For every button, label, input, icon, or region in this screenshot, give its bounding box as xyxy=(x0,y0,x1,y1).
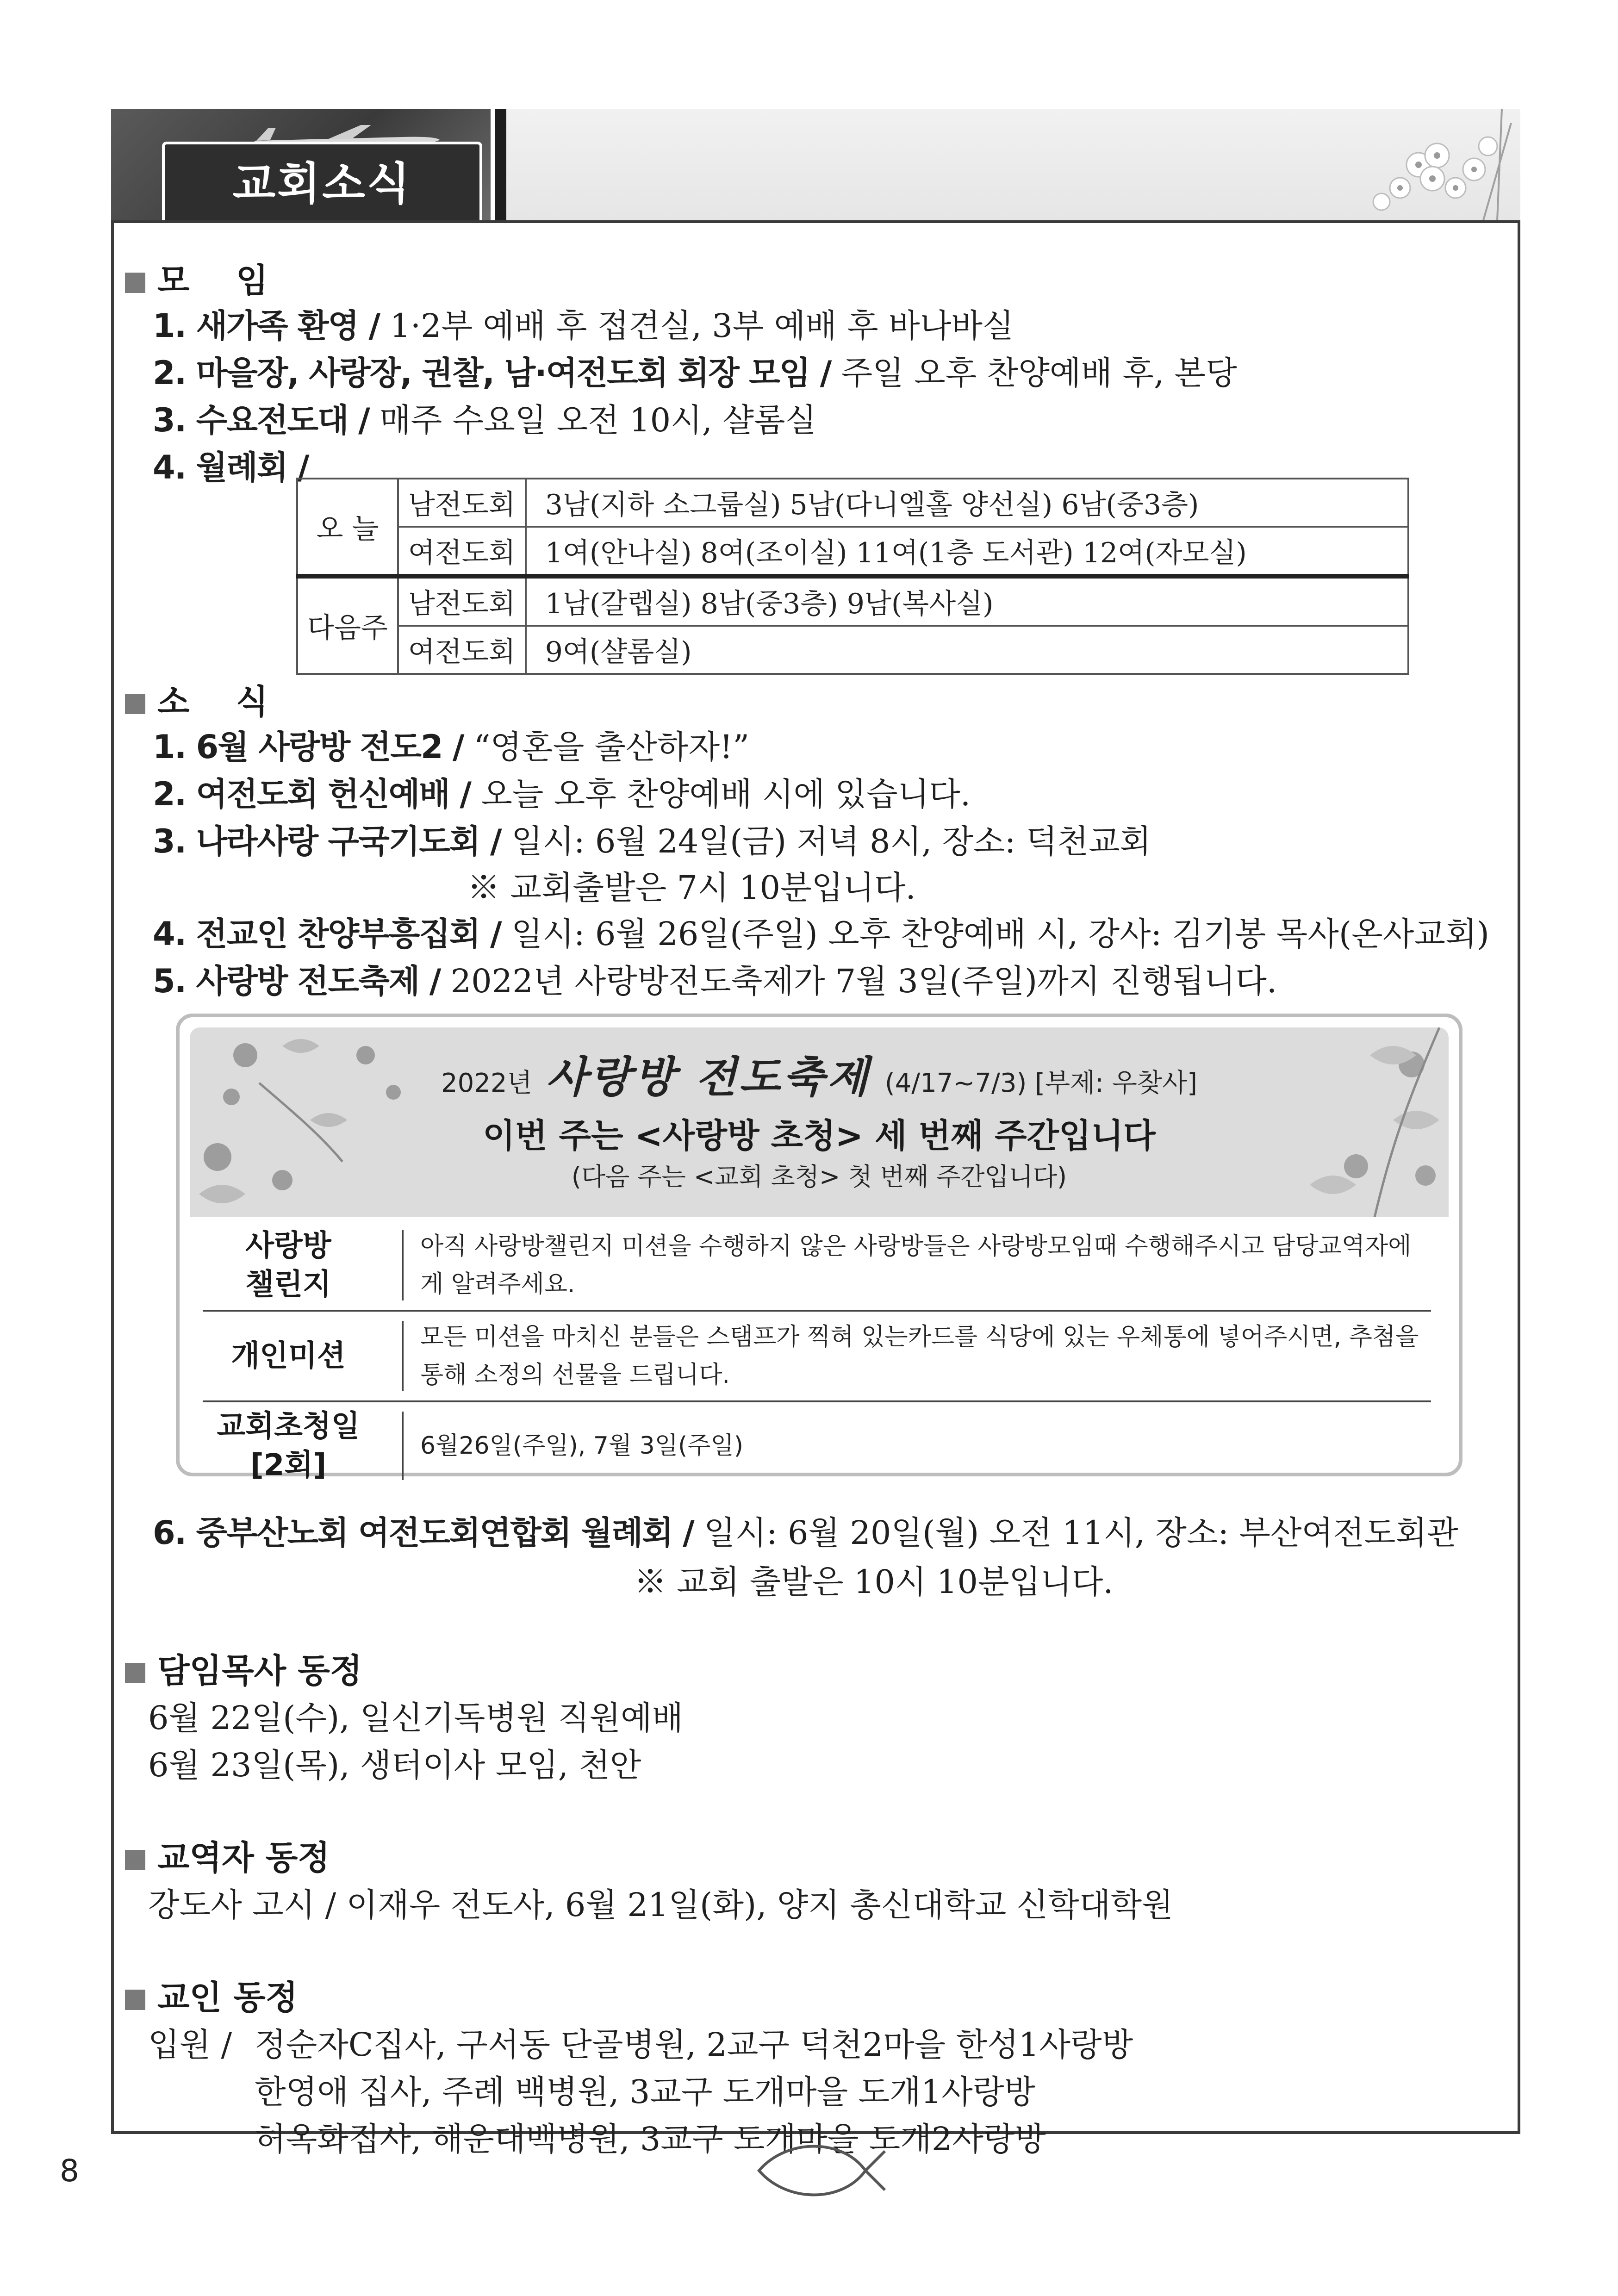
banner-title-tab xyxy=(162,142,482,220)
table-group-today: 오 늘 xyxy=(297,479,398,576)
festival-next-week: (다음 주는 <교회 초청> 첫 번째 주간입니다) xyxy=(571,1162,1067,1191)
banner-photo xyxy=(111,109,491,220)
festival-rows xyxy=(203,1221,1431,1489)
news-item-6-note: ※ 교회 출발은 10시 10분입니다. xyxy=(634,1563,1114,1601)
monthly-meeting-table xyxy=(296,478,1409,675)
square-bullet-icon xyxy=(125,694,145,714)
festival-row-challenge xyxy=(203,1221,1431,1312)
section-heading-members: 교인 동정 xyxy=(125,1971,298,2019)
festival-row-label: 사랑방 챌린지 xyxy=(245,1229,331,1302)
table-cell-type: 여전도회 xyxy=(398,626,526,674)
meeting-item-3: 3. 수요전도대 / 매주 수요일 오전 10시, 샬롬실 xyxy=(153,401,817,439)
festival-box xyxy=(176,1014,1462,1482)
vertical-divider xyxy=(402,1321,404,1391)
vertical-divider xyxy=(402,1412,404,1480)
header-banner xyxy=(111,109,1520,220)
section-heading-meetings: 모 임 xyxy=(125,254,268,302)
festival-row-text: 6월26일(주일), 7월 3일(주일) xyxy=(420,1432,744,1460)
festival-title: 사랑방 전도축제 xyxy=(546,1052,871,1102)
meeting-item-2: 2. 마을장, 사랑장, 권찰, 남·여전도회 회장 모임 / 주일 오후 찬양예배 후, 본당 xyxy=(153,354,1237,392)
news-item-1: 1. 6월 사랑방 전도2 / “영혼을 출산하자!” xyxy=(153,728,750,766)
square-bullet-icon xyxy=(125,1990,145,2010)
table-cell-rooms: 1여(안나실) 8여(조이실) 11여(1층 도서관) 12여(자모실) xyxy=(526,527,1408,576)
news-item-5: 5. 사랑방 전도축제 / 2022년 사랑방전도축제가 7월 3일(주일)까지 진행됩니다. xyxy=(153,962,1277,1000)
banner-divider xyxy=(495,109,506,220)
flower-decoration-icon xyxy=(1280,109,1520,220)
festival-row-label: 개인미션 xyxy=(231,1339,346,1373)
pastor-line: 6월 23일(목), 생터이사 모임, 천안 xyxy=(148,1746,641,1784)
table-cell-type: 남전도회 xyxy=(398,576,526,626)
members-line: 정순자C집사, 구서동 단골병원, 2교구 덕천2마을 한성1사랑방 xyxy=(255,2026,1133,2064)
staff-line: 강도사 고시 / 이재우 전도사, 6월 21일(화), 양지 총신대학교 신학대학원 xyxy=(148,1886,1173,1924)
festival-row-invitation xyxy=(203,1402,1431,1489)
festival-this-week: 이번 주는 <사랑방 초청> 세 번째 주간입니다 xyxy=(483,1116,1156,1155)
section-heading-news: 소 식 xyxy=(125,675,268,723)
page-title: 교회소식 xyxy=(232,158,412,210)
banner-background xyxy=(506,109,1520,220)
section-heading-staff: 교역자 동정 xyxy=(125,1831,330,1879)
festival-period: (4/17~7/3) [부제: 우찾사] xyxy=(884,1068,1197,1098)
news-item-2: 2. 여전도회 헌신예배 / 오늘 오후 찬양예배 시에 있습니다. xyxy=(153,775,971,813)
square-bullet-icon xyxy=(125,273,145,293)
table-group-next-week: 다음주 xyxy=(297,576,398,674)
meeting-item-4: 4. 월례회 / xyxy=(153,448,309,486)
festival-row-text: 모든 미션을 마치신 분들은 스탬프가 찍혀 있는카드를 식당에 있는 우체통에 넣어주시면, 추첨을 통해 소정의 선물을 드립니다. xyxy=(420,1323,1419,1389)
table-row xyxy=(297,527,1408,576)
page-number: 8 xyxy=(60,2153,79,2189)
fish-icon xyxy=(750,2143,889,2198)
meeting-item-1: 1. 새가족 환영 / 1·2부 예배 후 접견실, 3부 예배 후 바나바실 xyxy=(153,307,1014,345)
table-cell-rooms: 9여(샬롬실) xyxy=(526,626,1408,674)
square-bullet-icon xyxy=(125,1850,145,1870)
section-heading-pastor: 담임목사 동정 xyxy=(125,1644,362,1692)
news-item-4: 4. 전교인 찬양부흥집회 / 일시: 6월 26일(주일) 오후 찬양예배 시, 강사: 김기봉 목사(온사교회) xyxy=(153,915,1489,953)
table-cell-rooms: 3남(지하 소그룹실) 5남(다니엘홀 양선실) 6남(중3층) xyxy=(526,479,1408,527)
news-item-6: 6. 중부산노회 여전도회연합회 월례회 / 일시: 6월 20일(월) 오전 11시, 장소: 부산여전도회관 xyxy=(153,1514,1458,1552)
news-item-3-note: ※ 교회출발은 7시 10분입니다. xyxy=(467,869,916,907)
table-row xyxy=(297,479,1408,527)
table-row xyxy=(297,576,1408,626)
members-line: 허옥화집사, 해운대백병원, 3교구 도개마을 도개2사랑방 xyxy=(255,2120,1046,2158)
table-cell-type: 여전도회 xyxy=(398,527,526,576)
members-line: 한영애 집사, 주례 백병원, 3교구 도개마을 도개1사랑방 xyxy=(255,2073,1036,2111)
festival-title-line xyxy=(190,1043,1449,1104)
festival-year: 2022년 xyxy=(441,1068,532,1098)
pastor-line: 6월 22일(수), 일신기독병원 직원예배 xyxy=(148,1699,684,1737)
festival-header xyxy=(190,1027,1449,1217)
table-row xyxy=(297,626,1408,674)
festival-row-text: 아직 사랑방챌린지 미션을 수행하지 않은 사랑방들은 사랑방모임때 수행해주시고 담당교역자에게 알려주세요. xyxy=(420,1232,1412,1298)
table-cell-type: 남전도회 xyxy=(398,479,526,527)
square-bullet-icon xyxy=(125,1663,145,1683)
news-item-3: 3. 나라사랑 구국기도회 / 일시: 6월 24일(금) 저녁 8시, 장소: 덕천교회 xyxy=(153,822,1151,860)
vertical-divider xyxy=(402,1230,404,1300)
members-prefix: 입원 / xyxy=(148,2026,232,2064)
festival-row-mission xyxy=(203,1312,1431,1402)
table-cell-rooms: 1남(갈렙실) 8남(중3층) 9남(복사실) xyxy=(526,576,1408,626)
festival-row-label: 교회초청일 [2회] xyxy=(217,1409,360,1482)
